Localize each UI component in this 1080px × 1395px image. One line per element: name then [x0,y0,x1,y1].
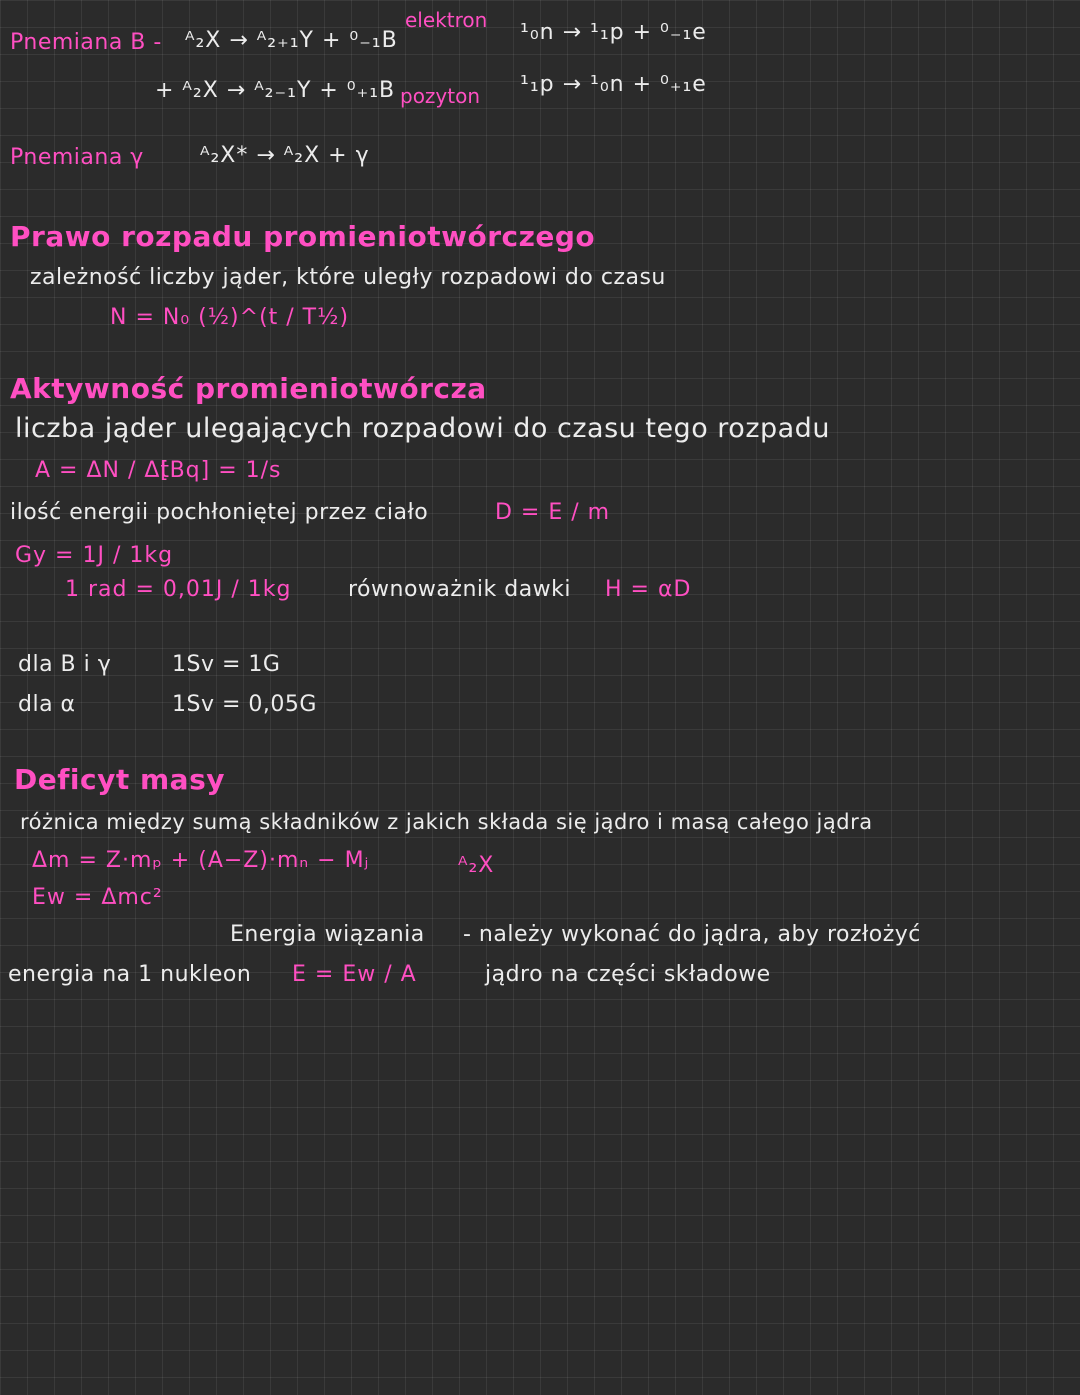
neutron-decay-equation: ¹₀n → ¹₁p + ⁰₋₁e [520,20,707,45]
beta-gamma-label: dla B i γ [18,652,112,677]
activity-description: liczba jąder ulegających rozpadowi do czasu tego rozpadu [15,413,830,444]
positron-annotation: pozyton [400,84,481,108]
nucleus-symbol: ᴬ₂X [458,853,495,878]
binding-energy-heading: Energia wiązania [230,922,425,947]
electron-annotation: elektron [405,8,488,32]
decay-law-heading: Prawo rozpadu promieniotwórczego [10,220,596,253]
equivalent-dose-formula: H = αD [605,577,692,602]
beta-plus-equation: + ᴬ₂X → ᴬ₂₋₁Y + ⁰₊₁B [155,78,396,103]
binding-energy-description-line2: jądro na części składowe [485,962,771,987]
beta-gamma-sievert: 1Sv = 1G [172,652,281,677]
alpha-label: dla α [18,692,76,717]
mass-defect-formula: Δm = Z·mₚ + (A−Z)·mₙ − Mⱼ [32,848,370,873]
mass-defect-description: różnica między sumą składników z jakich składa się jądro i masą całego jądra [20,810,873,834]
alpha-sievert: 1Sv = 0,05G [172,692,317,717]
beta-decay-label: Pnemiana B - [10,30,162,55]
beta-minus-equation: ᴬ₂X → ᴬ₂₊₁Y + ⁰₋₁B [185,28,398,53]
binding-energy-description-line1: - należy wykonać do jądra, aby rozłożyć [463,922,921,947]
energy-per-nucleon-label: energia na 1 nukleon [8,962,252,987]
gamma-decay-equation: ᴬ₂X* → ᴬ₂X + γ [200,143,370,168]
gamma-decay-label: Pnemiana γ [10,145,144,170]
becquerel-unit: [Bq] = 1/s [160,458,282,483]
dose-formula: D = E / m [495,500,611,525]
absorbed-energy-description: ilość energii pochłoniętej przez ciało [10,500,429,525]
mass-defect-heading: Deficyt masy [14,763,225,796]
energy-per-nucleon-formula: E = Eᴡ / A [292,962,417,987]
decay-law-formula: N = N₀ (½)^(t / T½) [110,305,350,330]
binding-energy-formula: Eᴡ = Δmc² [32,885,163,910]
rad-definition: 1 rad = 0,01J / 1kg [65,577,292,602]
proton-decay-equation: ¹₁p → ¹₀n + ⁰₊₁e [520,72,707,97]
activity-heading: Aktywność promieniotwórcza [10,372,487,405]
gray-definition: Gy = 1J / 1kg [15,543,174,568]
activity-formula: A = ΔN / Δt [35,458,171,483]
equivalent-dose-label: równoważnik dawki [348,577,572,602]
decay-law-description: zależność liczby jąder, które uległy rozpadowi do czasu [30,265,666,290]
